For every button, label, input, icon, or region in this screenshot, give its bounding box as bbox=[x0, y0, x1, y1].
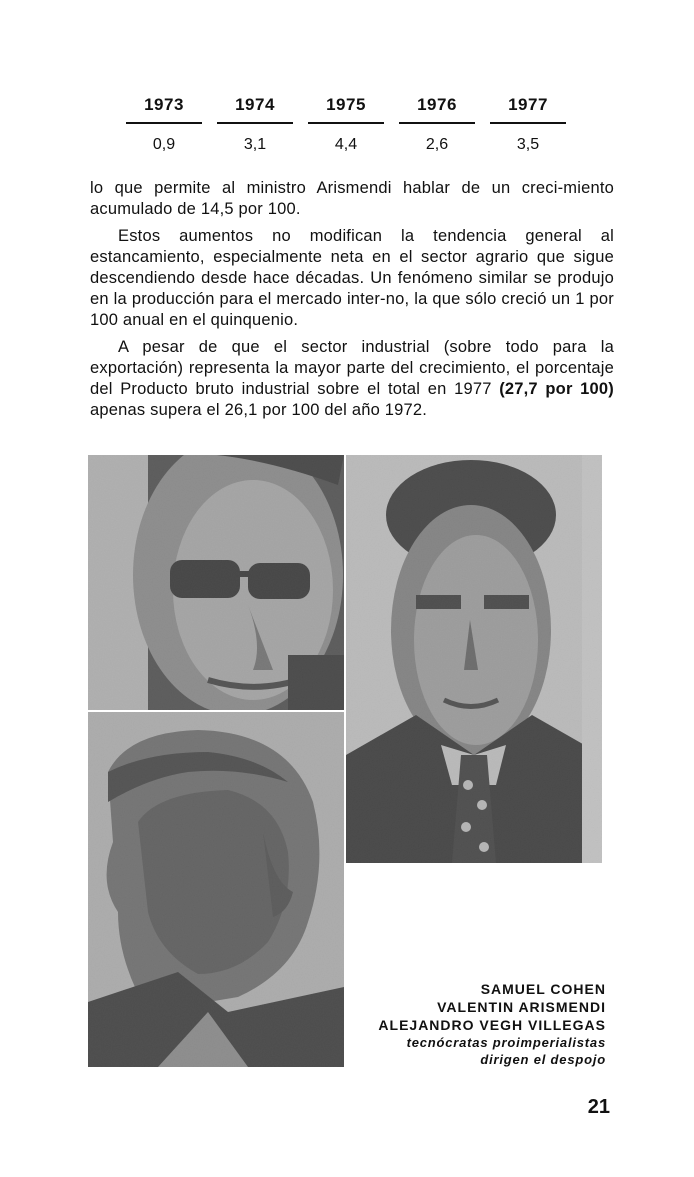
body-text bbox=[90, 178, 614, 421]
growth-column bbox=[217, 92, 293, 156]
column-rule bbox=[217, 122, 293, 124]
paragraph-3-end: apenas supera el 26,1 por 100 del año 1972. bbox=[90, 401, 428, 419]
growth-value: 0,9 bbox=[152, 136, 176, 153]
growth-value: 3,1 bbox=[243, 136, 267, 153]
paragraph-3-bold: (27,7 por 100) bbox=[499, 380, 614, 398]
column-rule bbox=[490, 122, 566, 124]
growth-value: 2,6 bbox=[425, 136, 449, 153]
paragraph-3 bbox=[90, 337, 614, 421]
caption-name: ALEJANDRO VEGH VILLEGAS bbox=[378, 1017, 606, 1033]
caption-subtitle: dirigen el despojo bbox=[480, 1052, 606, 1067]
caption-subtitle: tecnócratas proimperialistas bbox=[406, 1035, 606, 1050]
photo-caption bbox=[360, 980, 606, 1068]
portrait-photo-2 bbox=[346, 455, 602, 863]
year-label: 1974 bbox=[235, 95, 275, 114]
portrait-photo-3 bbox=[88, 712, 344, 1067]
year-label: 1977 bbox=[508, 95, 548, 114]
page-number: 21 bbox=[587, 1096, 610, 1118]
caption-name: SAMUEL COHEN bbox=[480, 981, 606, 997]
column-rule bbox=[399, 122, 475, 124]
year-label: 1975 bbox=[326, 95, 366, 114]
column-rule bbox=[308, 122, 384, 124]
growth-column bbox=[399, 92, 475, 156]
growth-column bbox=[490, 92, 566, 156]
growth-value: 4,4 bbox=[334, 136, 358, 153]
growth-value: 3,5 bbox=[516, 136, 540, 153]
paragraph-1: lo que permite al ministro Arismendi hablar de un creci-miento acumulado de 14,5 por 100. bbox=[90, 179, 614, 218]
year-label: 1976 bbox=[417, 95, 457, 114]
growth-column bbox=[308, 92, 384, 156]
column-rule bbox=[126, 122, 202, 124]
paragraph-3-start: A pesar de que el sector industrial (sobre todo para la exportación) representa la mayor parte del crecimiento, el porcentaje del Producto bruto industrial sobre el total en 1977 bbox=[90, 338, 614, 398]
growth-table bbox=[126, 92, 566, 156]
portrait-photo-1 bbox=[88, 455, 344, 710]
paragraph-2: Estos aumentos no modifican la tendencia general al estancamiento, especialmente neta en el sector agrario que sigue descendiendo desde hace décadas. Un fenómeno similar se produjo en la producción para el mercado inter-no, la que sólo creció un 1 por 100 anual en el quinquenio. bbox=[90, 227, 614, 329]
year-label: 1973 bbox=[144, 95, 184, 114]
growth-column bbox=[126, 92, 202, 156]
caption-name: VALENTIN ARISMENDI bbox=[437, 999, 606, 1015]
